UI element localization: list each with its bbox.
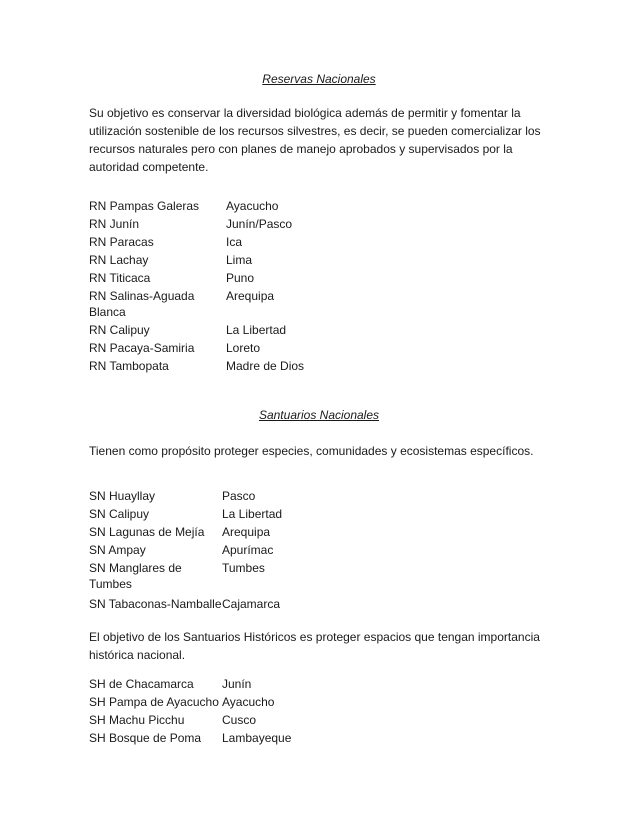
historic-region: Ayacucho [222, 695, 275, 709]
reserve-region: Junín/Pasco [226, 217, 293, 231]
reserve-name: RN Tambopata [89, 359, 169, 373]
santuarios-title: Santuarios Nacionales [258, 408, 380, 422]
reserve-region: Arequipa [226, 289, 275, 303]
reserve-region: La Libertad [226, 323, 287, 337]
sanctuary-region: Tumbes [222, 561, 265, 575]
sanctuary-name: SN Huayllay [89, 489, 156, 503]
santuarios-description: Tienen como propósito proteger especies, comunidades y ecosistemas específicos. [89, 444, 534, 458]
sanctuary-name: SN Ampay [89, 543, 146, 557]
reserve-region: Ayacucho [226, 199, 279, 213]
reserve-name: RN Paracas [89, 235, 154, 249]
reservas-title: Reservas Nacionales [262, 72, 376, 86]
historic-name: SH Machu Picchu [89, 713, 185, 727]
historic-name: SH Pampa de Ayacucho [89, 695, 219, 709]
sanctuary-region: Apurímac [222, 543, 274, 557]
reserve-region: Madre de Dios [226, 359, 305, 373]
sanctuary-name: SN Lagunas de Mejía [89, 525, 205, 539]
historicos-description: El objetivo de los Santuarios Históricos es proteger espacios que tengan importancia histórica nacional. [89, 630, 540, 662]
reserve-name: RN Pampas Galeras [89, 199, 200, 213]
reserve-name: RN Pacaya-Samiria [89, 341, 195, 355]
reserve-region: Ica [226, 235, 243, 249]
sanctuary-region: Arequipa [222, 525, 271, 539]
historic-name: SH de Chacamarca [89, 677, 194, 691]
sanctuary-name: SN Calipuy [89, 507, 150, 521]
historic-region: Cusco [222, 713, 257, 727]
reserve-name: RN Titicaca [89, 271, 151, 285]
sanctuary-name: SN Tabaconas-Namballe [89, 597, 222, 611]
reserve-name: RN Salinas-Aguada Blanca [89, 289, 195, 319]
historic-name: SH Bosque de Poma [89, 731, 202, 745]
reserve-region: Loreto [226, 341, 261, 355]
reserve-name: RN Lachay [89, 253, 149, 267]
historic-region: Junín [222, 677, 252, 691]
sanctuary-region: Pasco [222, 489, 256, 503]
reserve-region: Lima [226, 253, 253, 267]
reserve-name: RN Junín [89, 217, 140, 231]
reserve-name: RN Calipuy [89, 323, 150, 337]
sanctuary-region: La Libertad [222, 507, 283, 521]
reservas-description: Su objetivo es conservar la diversidad biológica además de permitir y fomentar la utilización sostenible de los recursos silvestres, es decir, se pueden comercializar los recursos naturales pero con planes de manejo aprobados y supervisados por la autoridad competente. [89, 106, 541, 174]
reserve-region: Puno [226, 271, 255, 285]
sanctuary-region: Cajamarca [222, 597, 281, 611]
sanctuary-name: SN Manglares de Tumbes [89, 561, 182, 591]
historic-region: Lambayeque [222, 731, 292, 745]
